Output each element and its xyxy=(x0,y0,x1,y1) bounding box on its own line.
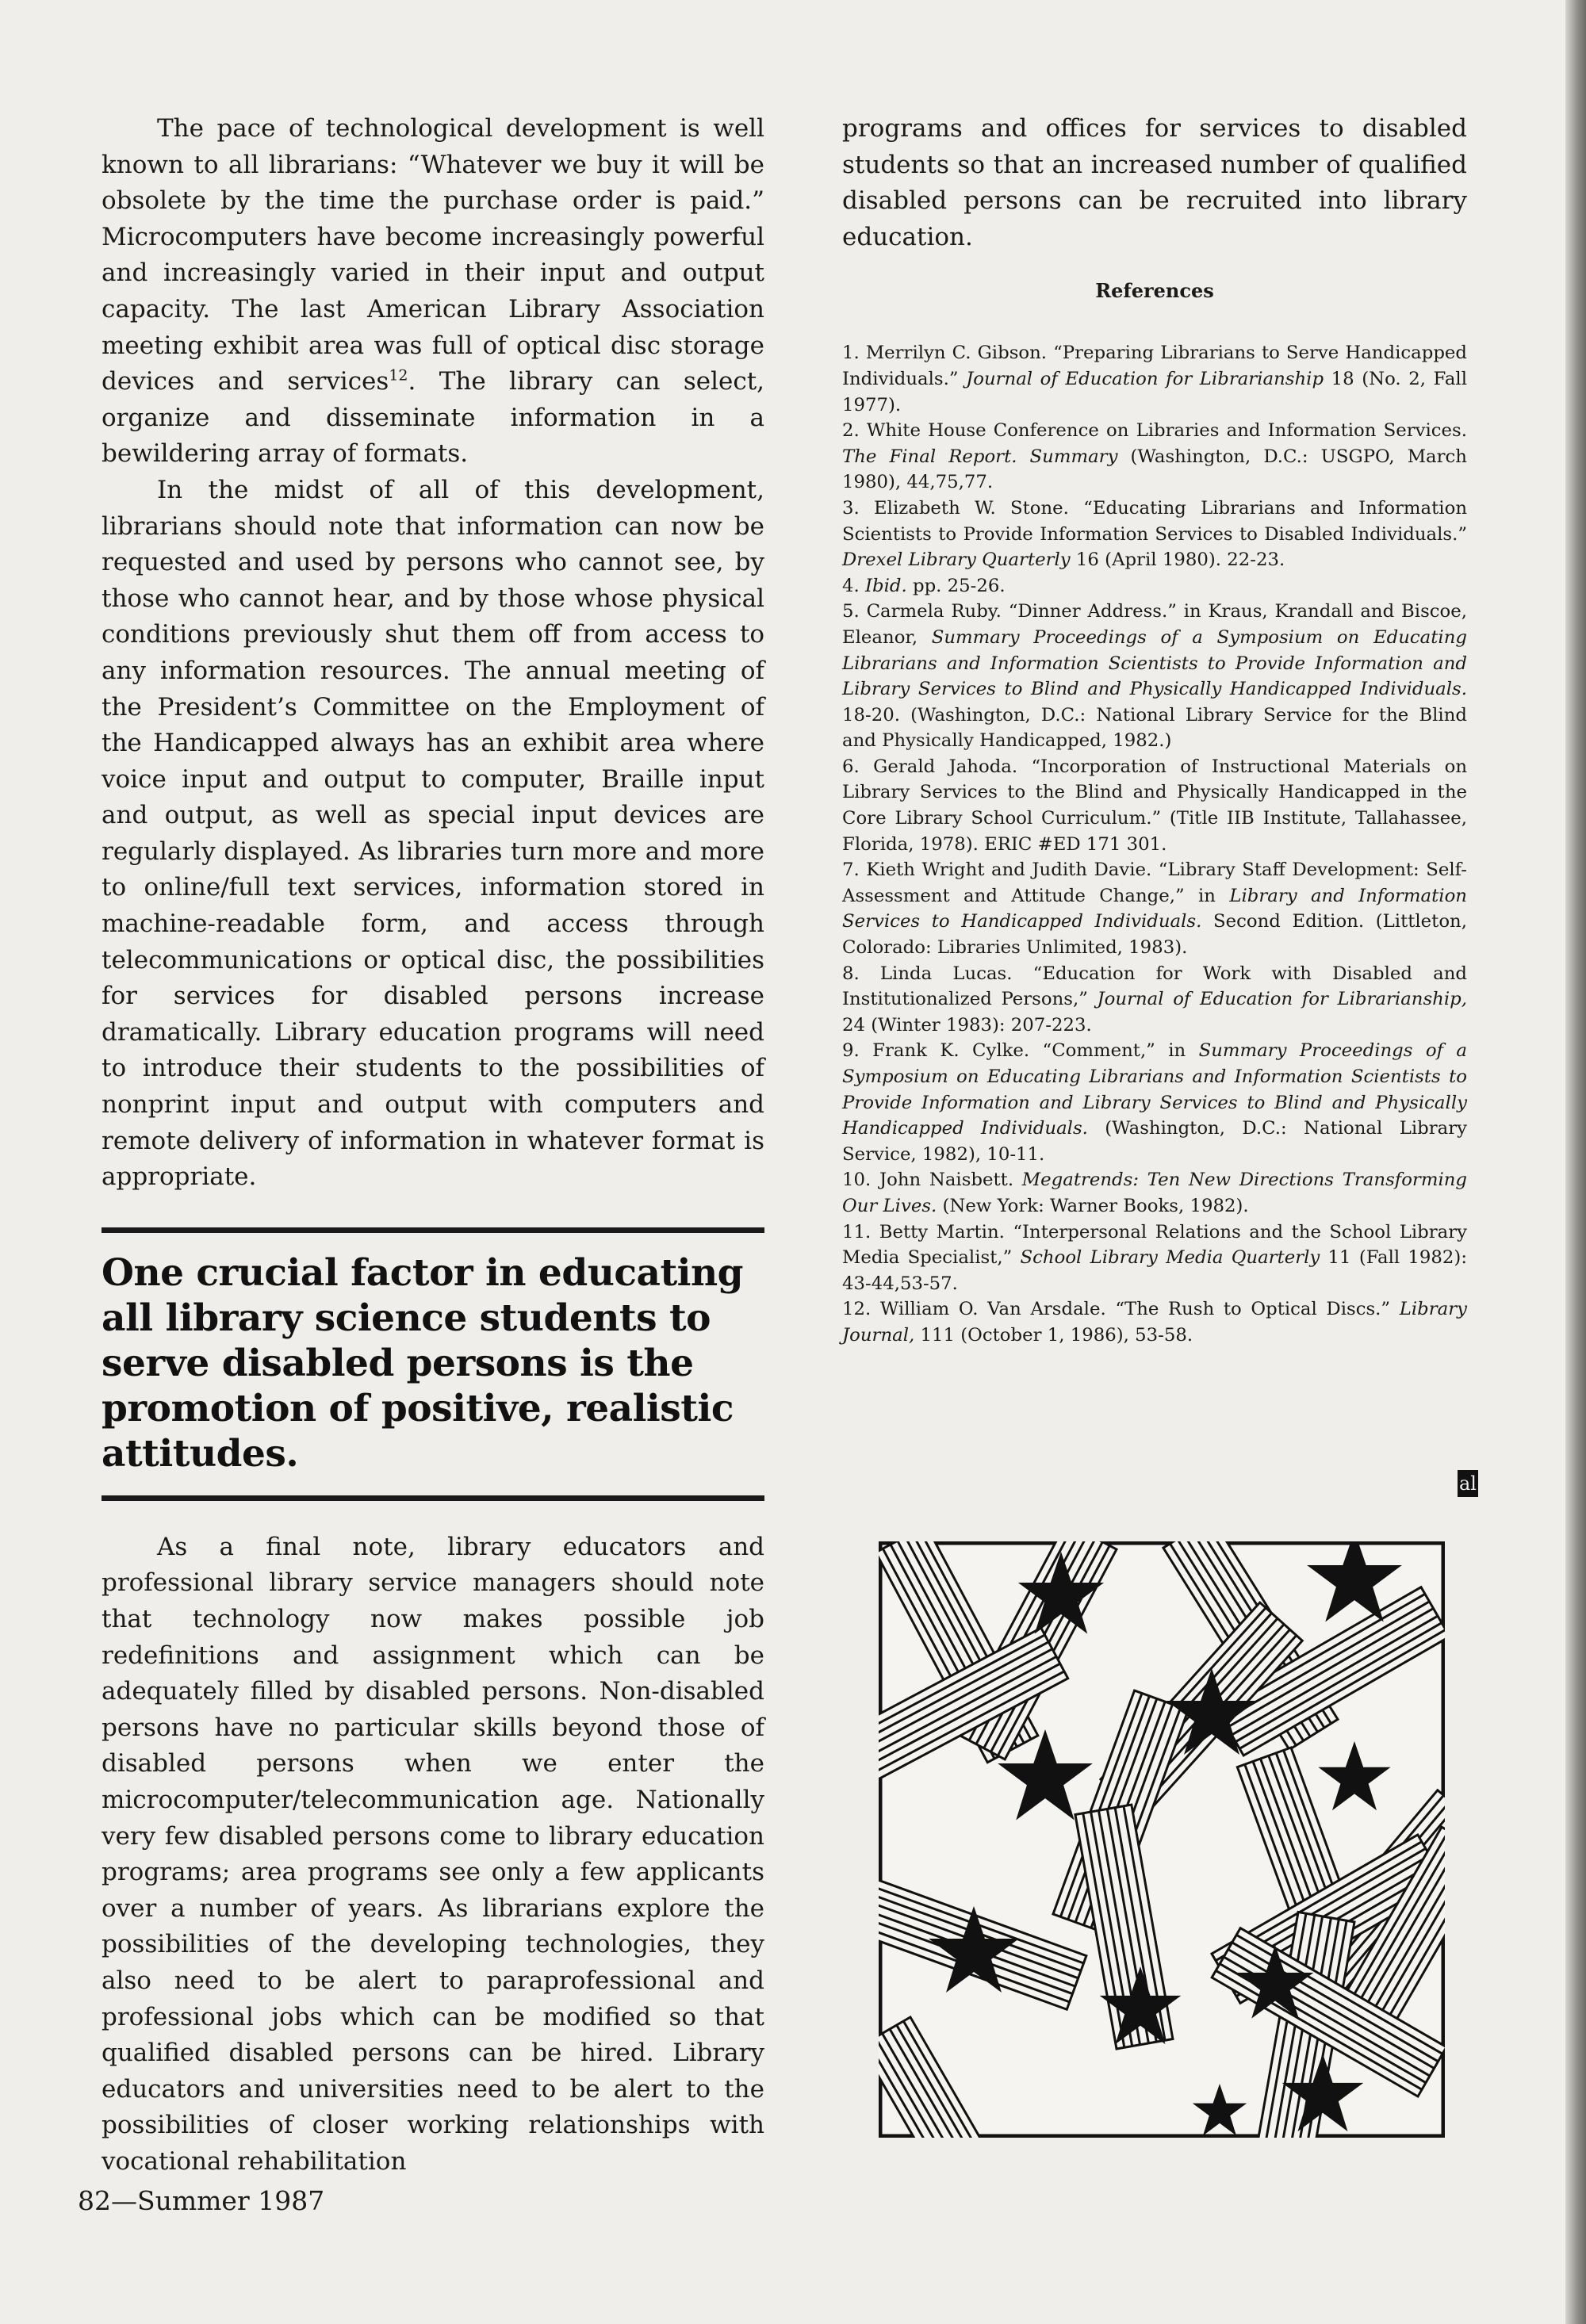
reference-item: 4. Ibid. pp. 25-26. xyxy=(842,575,1006,596)
body-paragraph-3: As a final note, library educators and professional library service managers should note that technology now makes possible job redefinitions and assignment which can be adequately filled by disabled persons. Non-disabled persons have no particular skills beyond those of disabled persons when we enter the microcomputer/telecommunication age. Nationally very few disabled persons come to library education programs; area programs see only a few applicants over a number of years. As librarians explore the possibilities of the developing technologies, they also need to be alert to paraprofessional and professional jobs which can be modified so that qualified disabled persons can be hired. Library educators and universities need to be alert to the possibilities of closer working relationships with vocational rehabilitation xyxy=(102,1532,764,2176)
right-column xyxy=(842,111,1467,1349)
reference-item: 10. John Naisbett. Megatrends: Ten New Directions Transforming Our Lives. (New York: Warner Books, 1982). xyxy=(842,1170,1468,1216)
reference-item: 9. Frank K. Cylke. “Comment,” in Summary Proceedings of a Symposium on Educating Librarians and Information Scientists to Provide Information and Library Services to Blind and Physically Handicapped Individuals. (Washington, D.C.: National Library Service, 1982), 10-11. xyxy=(842,1040,1467,1165)
reference-item: 11. Betty Martin. “Interpersonal Relations and the School Library Media Specialist,” School Library Media Quarterly 11 (Fall 1982): 43-44,53-57. xyxy=(842,1221,1468,1294)
stars-and-stripes-illustration xyxy=(879,1541,1445,2138)
pull-quote xyxy=(102,1227,764,1501)
body-paragraph-2: In the midst of all of this development, librarians should note that information can now be requested and used by persons who cannot see, by those who cannot hear, and by those whose physical conditions previously shut them off from access to any information resources. The annual meeting of the President’s Committee on the Employment of the Handicapped always has an exhibit area where voice input and output to computer, Braille input and output, as well as special input devices are regularly displayed. As libraries turn more and more to online/full text services, information stored in machine-readable form, and access through telecommunications or optical disc, the possibilities for services for disabled persons increase dramatically. Library education programs will need to introduce their students to the possibilities of nonprint input and output with computers and remote delivery of information in whatever format is appropriate. xyxy=(102,475,764,1192)
reference-item: 12. William O. Van Arsdale. “The Rush to Optical Discs.” Library Journal, 111 (October 1, 1986), 53-58. xyxy=(842,1299,1467,1346)
pull-quote-text: One crucial factor in educating all library science students to serve disabled persons is the promotion of positive, realistic attitudes. xyxy=(102,1250,744,1476)
reference-item: 2. White House Conference on Libraries and Information Services. The Final Report. Summary (Washington, D.C.: USGPO, March 1980), 44,75,77. xyxy=(842,420,1467,493)
footnote-ref-12: 12 xyxy=(389,366,408,385)
page-folio: 82—Summer 1987 xyxy=(78,2185,325,2216)
body-paragraph-1: The pace of technological development is well known to all librarians: “Whatever we buy it will be obsolete by the time the purchase order is paid.” Microcomputers have become increasingly powerful and increasingly varied in their input and output capacity. The last American Library Association meeting exhibit area was full of optical disc storage devices and services$^{12}$. The library can select, organize and disseminate information in a bewildering array of formats. xyxy=(102,114,765,469)
page-edge-shadow xyxy=(1565,0,1586,2324)
reference-item: 7. Kieth Wright and Judith Davie. “Library Staff Development: Self-Assessment and Attitude Change,” in Library and Information Services to Handicapped Individuals. Second Edition. (Littleton, Colorado: Libraries Unlimited, 1983). xyxy=(842,860,1467,959)
references-list xyxy=(842,340,1467,1348)
reference-item: 3. Elizabeth W. Stone. “Educating Librarians and Information Scientists to Provide Information Services to Disabled Individuals.” Drexel Library Quarterly 16 (April 1980). 22-23. xyxy=(842,497,1467,571)
reference-item: 1. Merrilyn C. Gibson. “Preparing Librarians to Serve Handicapped Individuals.” Journal of Education for Librarianship 18 (No. 2, Fall 1977). xyxy=(842,343,1468,415)
reference-item: 6. Gerald Jahoda. “Incorporation of Instructional Materials on Library Services to the Blind and Physically Handicapped in the Core Library School Curriculum.” (Title IIB Institute, Tallahassee, Florida, 1978). ERIC #ED 171 301. xyxy=(842,756,1467,855)
body-paragraph-continuation: programs and offices for services to disabled students so that an increased number of qualified disabled persons can be recruited into library education. xyxy=(842,114,1467,251)
reference-item: 5. Carmela Ruby. “Dinner Address.” in Kraus, Krandall and Biscoe, Eleanor, Summary Proceedings of a Symposium on Educating Librarians and Information Scientists to Provide Information and Library Services to Blind and Physically Handicapped Individuals. 18-20. (Washington, D.C.: National Library Service for the Blind and Physically Handicapped, 1982.) xyxy=(842,601,1467,752)
references-heading: References xyxy=(1095,279,1214,303)
left-column xyxy=(102,111,764,2180)
reference-item: 8. Linda Lucas. “Education for Work with Disabled and Institutionalized Persons,” Journal of Education for Librarianship, 24 (Winter 1983): 207-223. xyxy=(842,963,1467,1036)
end-of-article-mark: al xyxy=(1458,1470,1478,1497)
